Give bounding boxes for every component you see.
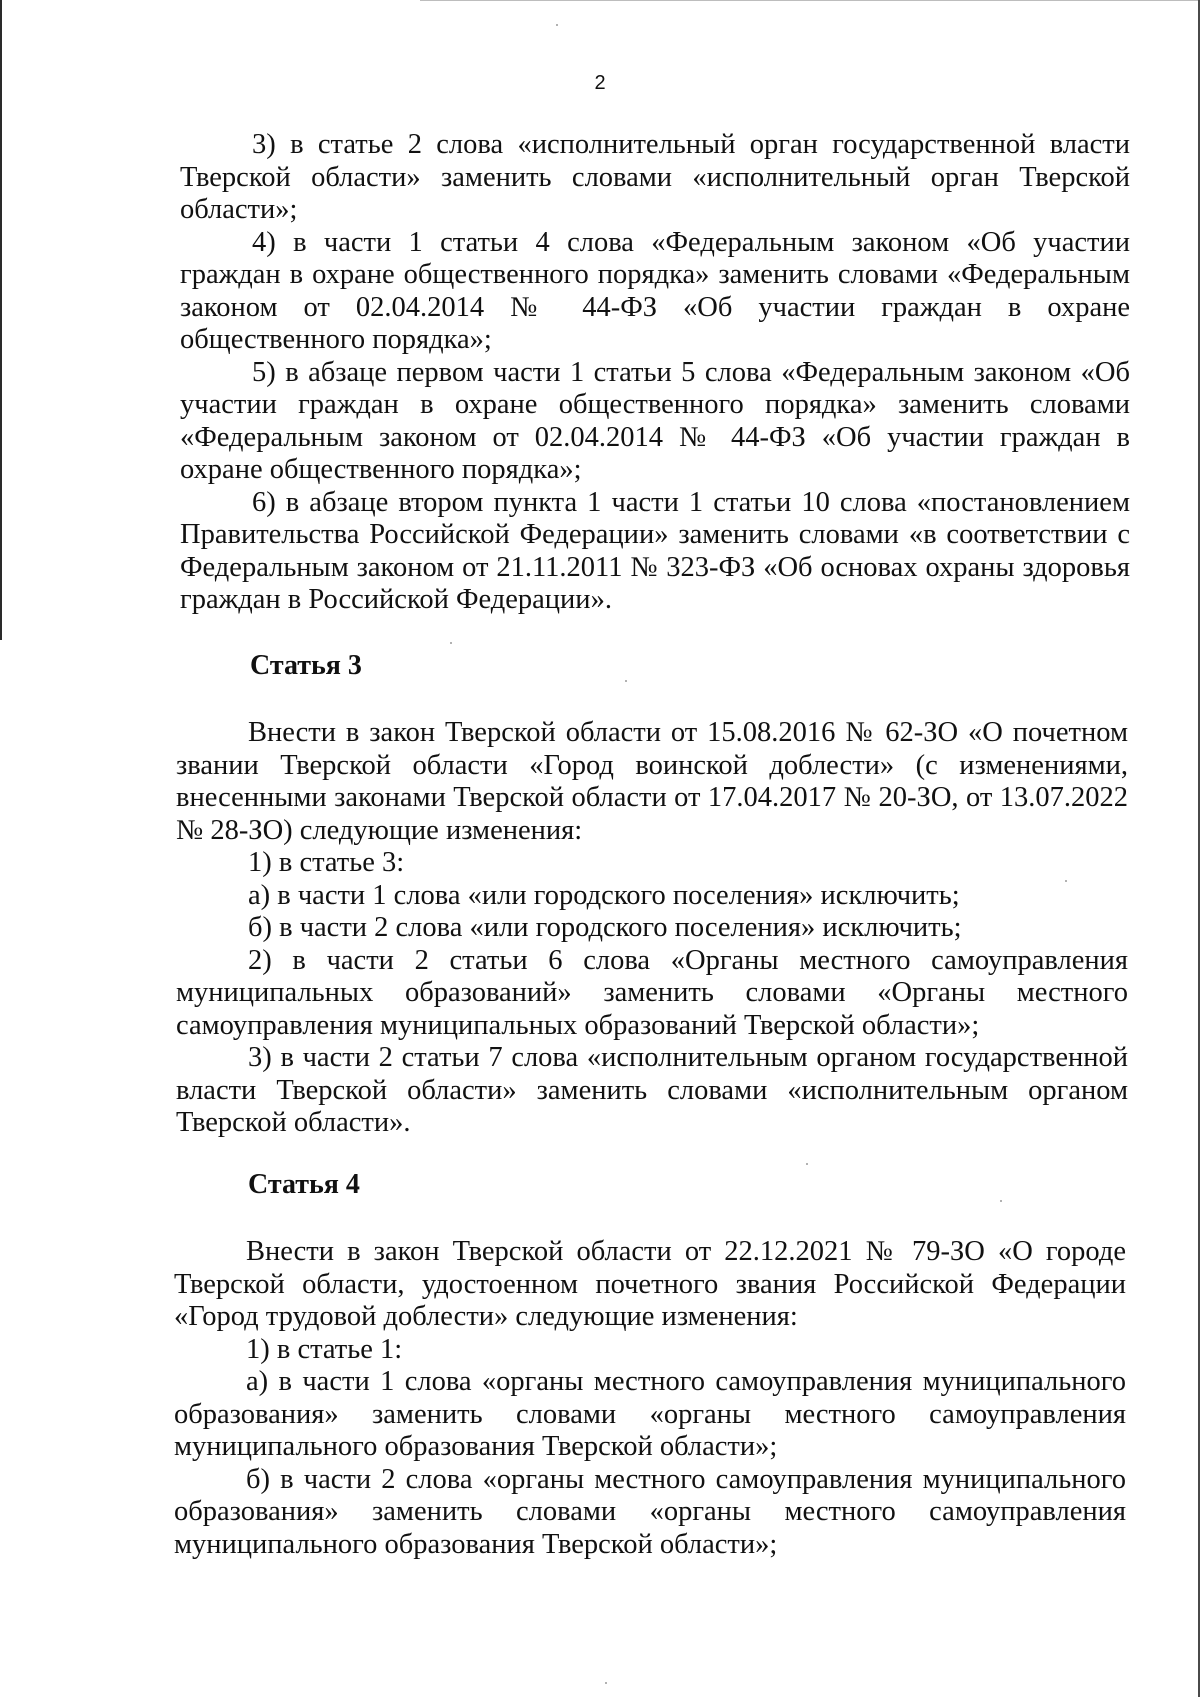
amendment-item: 1) в статье 1: xyxy=(246,1333,403,1365)
page-number: 2 xyxy=(594,72,606,94)
scan-speck xyxy=(1000,1200,1002,1202)
amendments-block-article2 xyxy=(180,129,1130,617)
amendment-item: 6) в абзаце втором пункта 1 части 1 статьи 10 слова «постановлением Правительства Российской Федерации» заменить словами «в соответствии с Федеральным законом от 21.11.2011 № 323-ФЗ «Об основах охраны здоровья граждан в Российской Федерации». xyxy=(180,486,1130,615)
amendment-item: 2) в части 2 статьи 6 слова «Органы местного самоуправления муниципальных образований» заменить словами «Органы местного самоуправления муниципальных образований Тверской области»; xyxy=(176,944,1128,1041)
amendment-item: 5) в абзаце первом части 1 статьи 5 слова «Федеральным законом «Об участии граждан в охране общественного порядка» заменить словами «Федеральным законом от 02.04.2014 № 44-ФЗ «Об участии граждан в охране общественного порядка»; xyxy=(180,356,1130,485)
amendment-item: б) в части 2 слова «или городского поселения» исключить; xyxy=(248,912,962,943)
article-4-intro: Внести в закон Тверской области от 22.12.2021 № 79-ЗО «О городе Тверской области, удостоенном почетного звания Российской Федерации «Город трудовой доблести» следующие изменения: xyxy=(174,1236,1126,1332)
article-3-body xyxy=(176,717,1128,1140)
article-3-heading: Статья 3 xyxy=(250,650,362,681)
article-3-intro: Внести в закон Тверской области от 15.08.2016 № 62-ЗО «О почетном звании Тверской области «Город воинской доблести» (с изменениями, внесенными законами Тверской области от 17.04.2017 № 20-ЗО, от 13.07.2022 № 28-ЗО) следующие изменения: xyxy=(176,717,1128,846)
amendment-item: 3) в статье 2 слова «исполнительный орган государственной власти Тверской области» заменить словами «исполнительный орган Тверской области»; xyxy=(180,129,1130,225)
scan-speck xyxy=(450,642,452,644)
amendment-item: б) в части 2 слова «органы местного самоуправления муниципального образования» заменить словами «органы местного самоуправления муниципального образования Тверской области»; xyxy=(174,1463,1126,1560)
amendment-item: 1) в статье 3: xyxy=(248,847,405,878)
amendment-item: 4) в части 1 статьи 4 слова «Федеральным законом «Об участии граждан в охране общественного порядка» заменить словами «Федеральным законом от 02.04.2014 № 44-ФЗ «Об участии граждан в охране общественного порядка»; xyxy=(180,226,1130,355)
amendment-item: а) в части 1 слова «органы местного самоуправления муниципального образования» заменить словами «органы местного самоуправления муниципального образования Тверской области»; xyxy=(174,1366,1126,1462)
scan-speck xyxy=(806,1163,808,1165)
amendment-item: а) в части 1 слова «или городского поселения» исключить; xyxy=(248,879,960,911)
article-4-body xyxy=(174,1236,1126,1561)
scan-speck xyxy=(556,24,558,26)
amendment-item: 3) в части 2 статьи 7 слова «исполнительным органом государственной власти Тверской области» заменить словами «исполнительным органом Тверской области». xyxy=(176,1042,1128,1138)
scan-speck xyxy=(605,1682,607,1684)
article-4-heading: Статья 4 xyxy=(248,1169,360,1200)
scan-speck xyxy=(625,680,627,682)
scan-left-edge xyxy=(0,0,2,640)
scan-top-edge xyxy=(420,0,1200,1)
